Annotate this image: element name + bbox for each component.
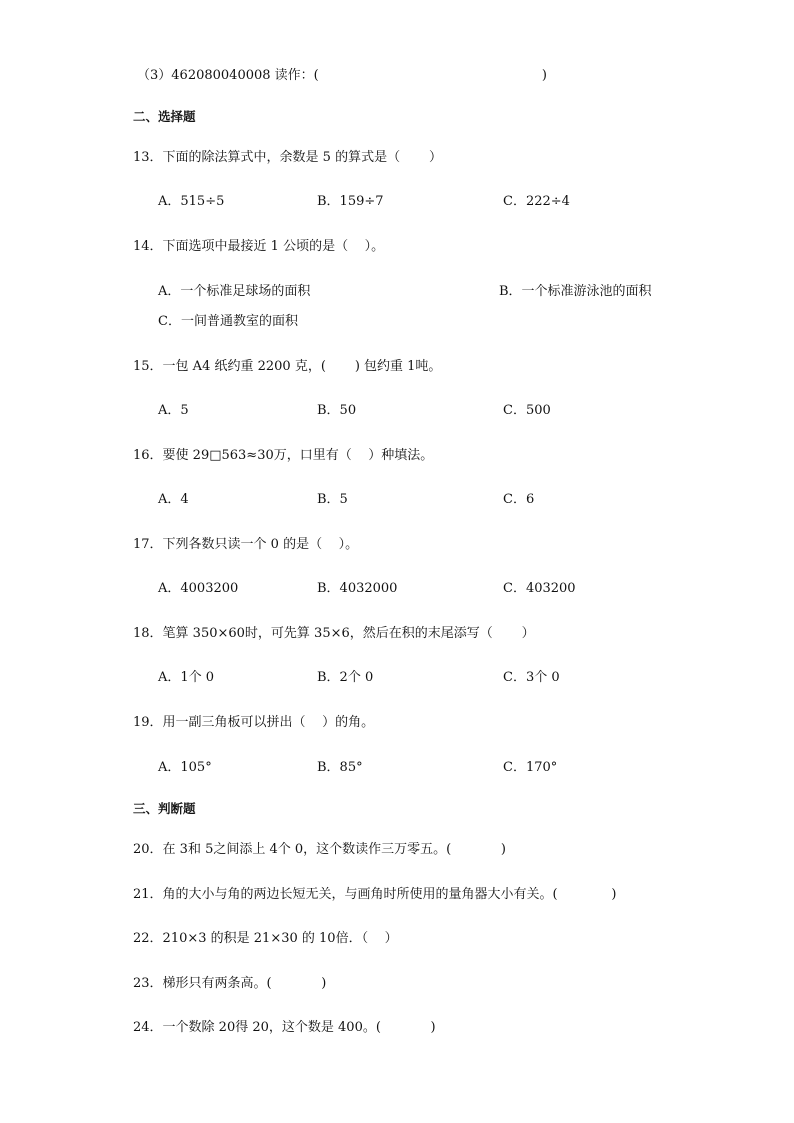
question-23: 23．梯形只有两条高。( ) <box>133 976 327 991</box>
q17-option-a[interactable]: A．4003200 <box>158 581 239 596</box>
question-13: 13．下面的除法算式中，余数是 5 的算式是（ ） <box>133 150 443 165</box>
section-heading-judgement: 三、判断题 <box>133 801 196 816</box>
q16-option-c[interactable]: C．6 <box>503 492 535 507</box>
question-16: 16．要使 29□563≈30万，口里有（ ）种填法。 <box>133 448 434 463</box>
question-14: 14．下面选项中最接近 1 公顷的是（ ）。 <box>133 239 385 254</box>
question-17: 17．下列各数只读一个 0 的是（ ）。 <box>133 537 359 552</box>
section-heading-choice: 二、选择题 <box>133 109 196 124</box>
question-24: 24．一个数除 20得 20，这个数是 400。( ) <box>133 1020 436 1035</box>
q19-option-c[interactable]: C．170° <box>503 760 558 775</box>
q16-option-a[interactable]: A．4 <box>158 492 189 507</box>
q17-option-c[interactable]: C．403200 <box>503 581 576 596</box>
q16-option-b[interactable]: B．5 <box>317 492 348 507</box>
q13-option-b[interactable]: B．159÷7 <box>317 194 384 209</box>
q19-option-a[interactable]: A．105° <box>158 760 212 775</box>
q18-option-a[interactable]: A．1个 0 <box>158 670 215 685</box>
q13-option-c[interactable]: C．222÷4 <box>503 194 570 209</box>
q15-option-b[interactable]: B．50 <box>317 403 357 418</box>
question-21: 21．角的大小与角的两边长短无关，与画角时所使用的量角器大小有关。( ) <box>133 887 617 902</box>
q19-option-b[interactable]: B．85° <box>317 760 363 775</box>
q14-option-c[interactable]: C．一间普通教室的面积 <box>158 314 298 329</box>
question-20: 20．在 3和 5之间添上 4个 0，这个数读作三万零五。( ) <box>133 842 506 857</box>
q18-option-b[interactable]: B．2个 0 <box>317 670 374 685</box>
question-12-part-3: （3）462080040008 读作：( ) <box>137 68 547 83</box>
q13-option-a[interactable]: A．515÷5 <box>158 194 225 209</box>
q15-option-a[interactable]: A．5 <box>158 403 189 418</box>
question-22: 22．210×3 的积是 21×30 的 10倍．（ ） <box>133 931 398 946</box>
q18-option-c[interactable]: C．3个 0 <box>503 670 560 685</box>
question-18: 18．笔算 350×60时，可先算 35×6，然后在积的末尾添写（ ） <box>133 626 535 641</box>
question-15: 15．一包 A4 纸约重 2200 克，( ) 包约重 1吨。 <box>133 359 442 374</box>
q14-option-b[interactable]: B．一个标准游泳池的面积 <box>499 284 652 299</box>
q15-option-c[interactable]: C．500 <box>503 403 551 418</box>
q17-option-b[interactable]: B．4032000 <box>317 581 398 596</box>
q14-option-a[interactable]: A．一个标准足球场的面积 <box>158 284 311 299</box>
question-19: 19．用一副三角板可以拼出（ ）的角。 <box>133 715 375 730</box>
